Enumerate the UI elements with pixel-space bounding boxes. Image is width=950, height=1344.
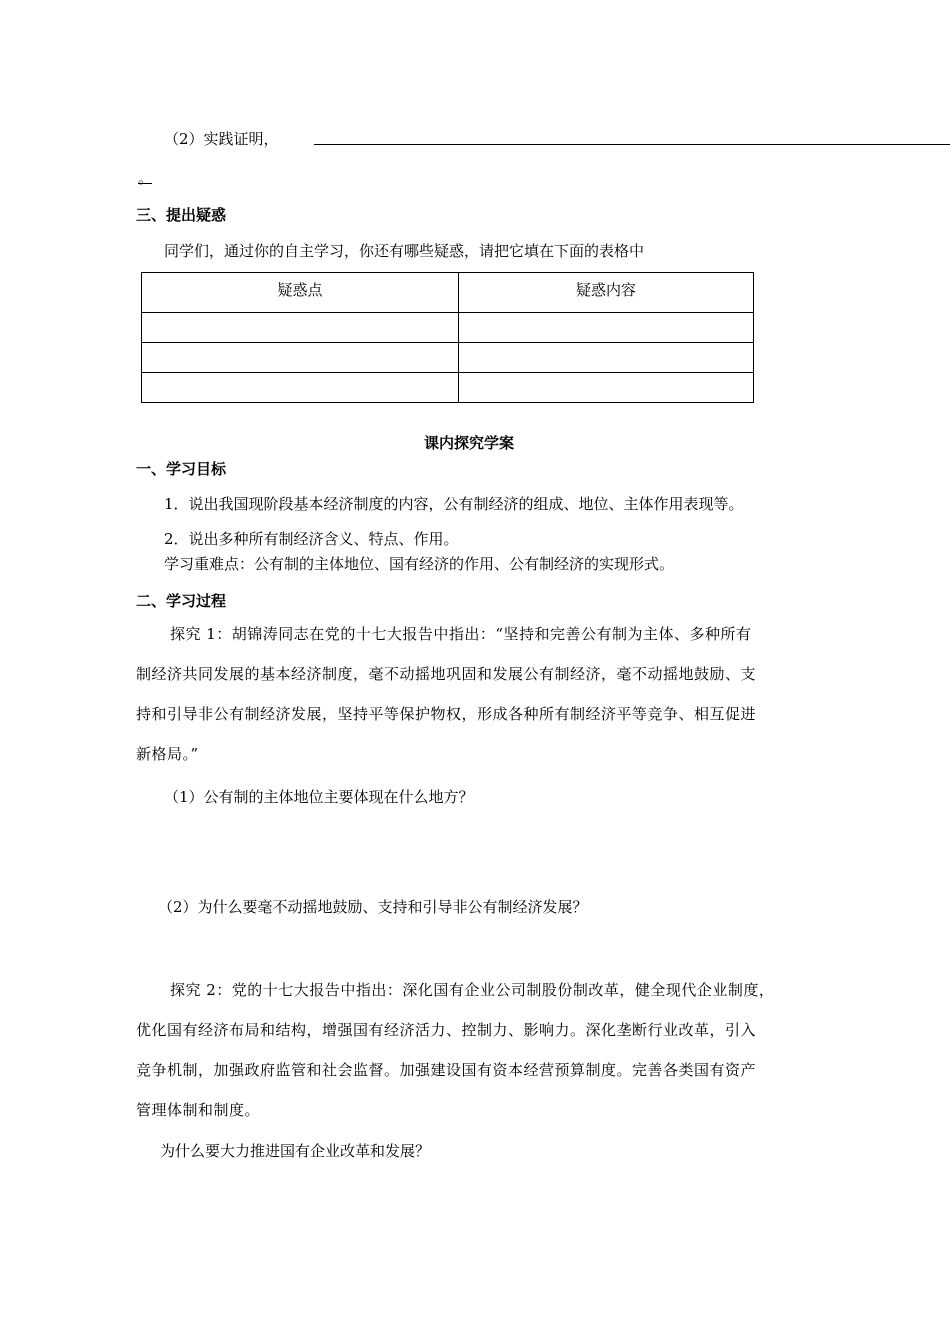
question-2: （2）为什么要毫不动摇地鼓励、支持和引导非公有制经济发展？ <box>158 898 588 916</box>
explore2-paragraph <box>136 970 836 1130</box>
explore1-line: 持和引导非公有制经济发展，坚持平等保护物权，形成各种所有制经济平等竞争、相互促进 <box>136 705 757 723</box>
column-header-content: 疑惑内容 <box>459 273 754 313</box>
doubt-point-cell[interactable] <box>142 373 459 403</box>
explore1-line: 制经济共同发展的基本经济制度，毫不动摇地巩固和发展公有制经济，毫不动摇地鼓励、支 <box>136 665 757 683</box>
period-underline <box>138 183 152 184</box>
explore1-line: 探究 1：胡锦涛同志在党的十七大报告中指出：“坚持和完善公有制为主体、多种所有 <box>170 625 752 643</box>
table-header-row <box>142 273 754 313</box>
explore2-line: 管理体制和制度。 <box>136 1101 261 1119</box>
doubt-point-cell[interactable] <box>142 313 459 343</box>
explore1-line: 新格局。” <box>136 745 199 763</box>
goal-item-2: 2．说出多种所有制经济含义、特点、作用。 <box>164 530 459 548</box>
doubt-content-cell[interactable] <box>459 373 754 403</box>
period-mark: 。 <box>138 169 154 187</box>
doubts-table <box>141 272 754 403</box>
column-header-point: 疑惑点 <box>142 273 459 313</box>
question-1: （1）公有制的主体地位主要体现在什么地方？ <box>164 788 474 806</box>
doubts-intro: 同学们，通过你的自主学习，你还有哪些疑惑，请把它填在下面的表格中 <box>164 242 645 260</box>
goals-heading: 一、学习目标 <box>136 460 227 478</box>
answer-blank-line[interactable] <box>314 144 950 145</box>
doubts-heading: 三、提出疑惑 <box>136 206 227 224</box>
doubt-content-cell[interactable] <box>459 313 754 343</box>
process-heading: 二、学习过程 <box>136 592 227 610</box>
explore2-line: 竞争机制，加强政府监管和社会监督。加强建设国有资本经营预算制度。完善各类国有资产 <box>136 1061 757 1079</box>
question-3: 为什么要大力推进国有企业改革和发展？ <box>160 1142 431 1160</box>
explore1-paragraph <box>136 614 836 774</box>
doubt-point-cell[interactable] <box>142 343 459 373</box>
goal-item-1: 1．说出我国现阶段基本经济制度的内容，公有制经济的组成、地位、主体作用表现等。 <box>164 495 744 513</box>
table-row <box>142 313 754 343</box>
doubt-content-cell[interactable] <box>459 343 754 373</box>
explore2-line: 优化国有经济布局和结构，增强国有经济活力、控制力、影响力。深化垄断行业改革，引入 <box>136 1021 757 1039</box>
table-row <box>142 373 754 403</box>
inclass-title: 课内探究学案 <box>424 434 515 452</box>
table-row <box>142 343 754 373</box>
focus-line: 学习重难点：公有制的主体地位、国有经济的作用、公有制经济的实现形式。 <box>164 555 675 573</box>
explore2-line: 探究 2：党的十七大报告中指出：深化国有企业公司制股份制改革，健全现代企业制度， <box>170 981 775 999</box>
practice-prompt: （2）实践证明， <box>164 130 279 148</box>
